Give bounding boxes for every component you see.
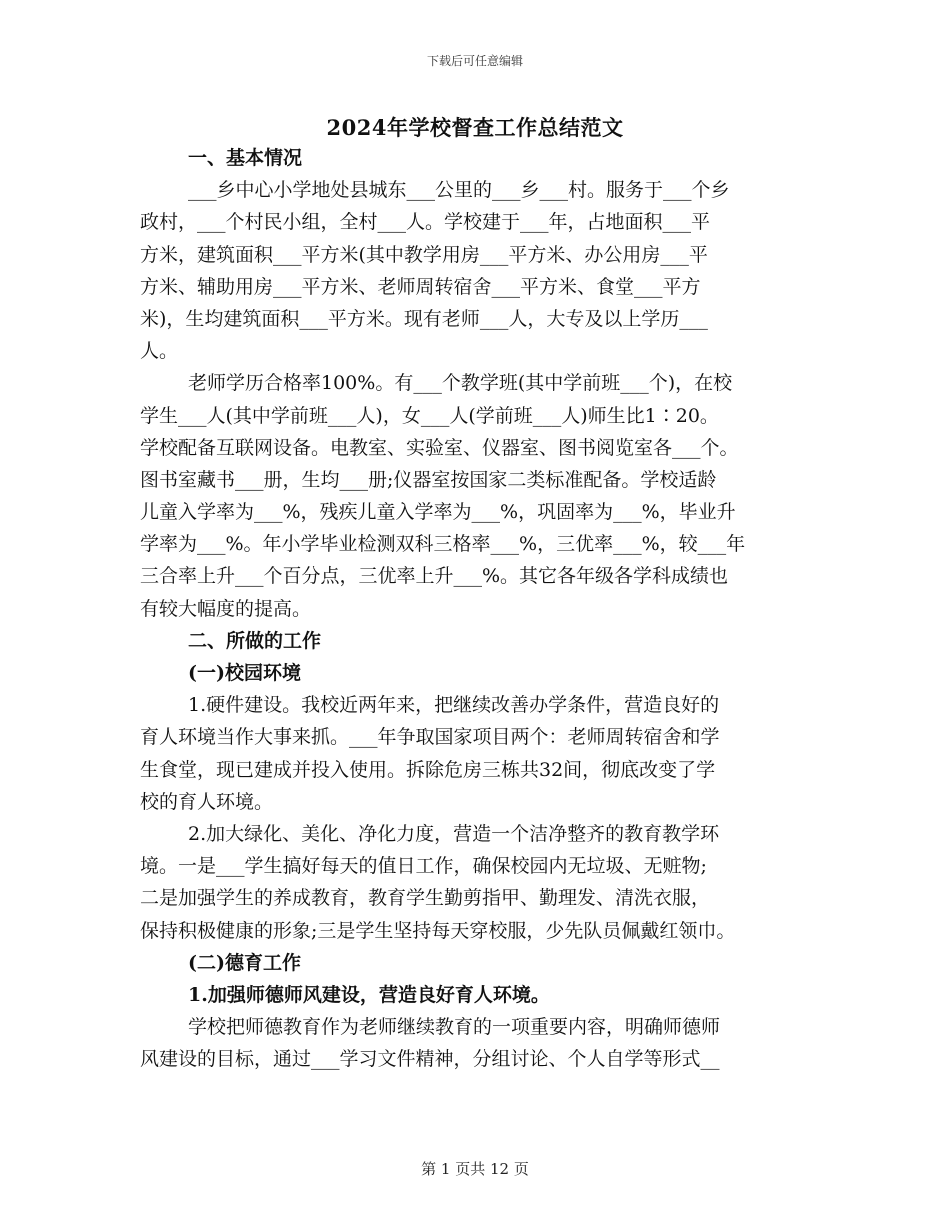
paragraph-line: 境。一是___学生搞好每天的值日工作，确保校园内无垃圾、无赃物; bbox=[140, 855, 707, 878]
section-heading: 一、基本情况 bbox=[188, 147, 303, 169]
section-heading: (二)德育工作 bbox=[188, 951, 301, 974]
header-note: 下载后可任意编辑 bbox=[426, 54, 523, 68]
paragraph-line: 人。 bbox=[140, 340, 179, 363]
section-heading: 二、所做的工作 bbox=[188, 629, 322, 652]
paragraph-line: 学率为___%。年小学毕业检测双科三格率___%，三优率___%，较___年 bbox=[140, 533, 746, 556]
section-heading: 1.加强师德师风建设，营造良好育人环境。 bbox=[188, 983, 550, 1006]
paragraph-line: 方米、辅助用房___平方米、老师周转宿舍___平方米、食堂___平方 bbox=[140, 275, 701, 298]
paragraph-line: 生食堂，现已建成并投入使用。拆除危房三栋共32间，彻底改变了学 bbox=[140, 758, 716, 781]
paragraph-line: 育人环境当作大事来抓。___年争取国家项目两个：老师周转宿舍和学 bbox=[140, 726, 720, 749]
paragraph-line: 风建设的目标，通过___学习文件精神，分组讨论、个人自学等形式__ bbox=[140, 1048, 720, 1071]
paragraph-line: 学校把师德教育作为老师继续教育的一项重要内容，明确师德师 bbox=[188, 1016, 721, 1039]
paragraph-line: 1.硬件建设。我校近两年来，把继续改善办学条件，营造良好的 bbox=[188, 694, 720, 717]
paragraph-line: 方米，建筑面积___平方米(其中教学用房___平方米、办公用房___平 bbox=[140, 243, 708, 266]
paragraph-line: 学生___人(其中学前班___人)，女___人(学前班___人)师生比1∶20。 bbox=[140, 404, 719, 427]
paragraph-line: 校的育人环境。 bbox=[140, 790, 274, 813]
paragraph-line: 保持积极健康的形象;三是学生坚持每天穿校服，少先队员佩戴红领巾。 bbox=[140, 919, 736, 942]
paragraph-line: 米)，生均建筑面积___平方米。现有老师___人，大专及以上学历___ bbox=[140, 307, 708, 330]
page-footer: 第 1 页共 12 页 bbox=[421, 1160, 529, 1178]
document-body bbox=[140, 142, 830, 1075]
document-title: 2024年学校督查工作总结范文 bbox=[326, 115, 624, 140]
paragraph-line: ___乡中心小学地处县城东___公里的___乡___村。服务于___个乡 bbox=[188, 179, 730, 202]
paragraph-line: 政村，___个村民小组，全村___人。学校建于___年，占地面积___平 bbox=[140, 211, 711, 234]
paragraph-line: 2.加大绿化、美化、净化力度，营造一个洁净整齐的教育教学环 bbox=[188, 822, 720, 845]
paragraph-line: 有较大幅度的提高。 bbox=[140, 597, 312, 620]
paragraph-line: 三合率上升___个百分点，三优率上升___%。其它各年级各学科成绩也 bbox=[140, 565, 729, 588]
paragraph-line: 图书室藏书___册，生均___册;仪器室按国家二类标准配备。学校适龄 bbox=[140, 468, 717, 491]
paragraph-line: 儿童入学率为___%，残疾儿童入学率为___%，巩固率为___%，毕业升 bbox=[140, 501, 736, 524]
paragraph-line: 二是加强学生的养成教育，教育学生勤剪指甲、勤理发、清洗衣服， bbox=[140, 887, 711, 910]
section-heading: (一)校园环境 bbox=[188, 662, 301, 684]
paragraph-line: 老师学历合格率100%。有___个教学班(其中学前班___个)，在校 bbox=[188, 372, 733, 395]
paragraph-line: 学校配备互联网设备。电教室、实验室、仪器室、图书阅览室各___个。 bbox=[140, 436, 739, 459]
